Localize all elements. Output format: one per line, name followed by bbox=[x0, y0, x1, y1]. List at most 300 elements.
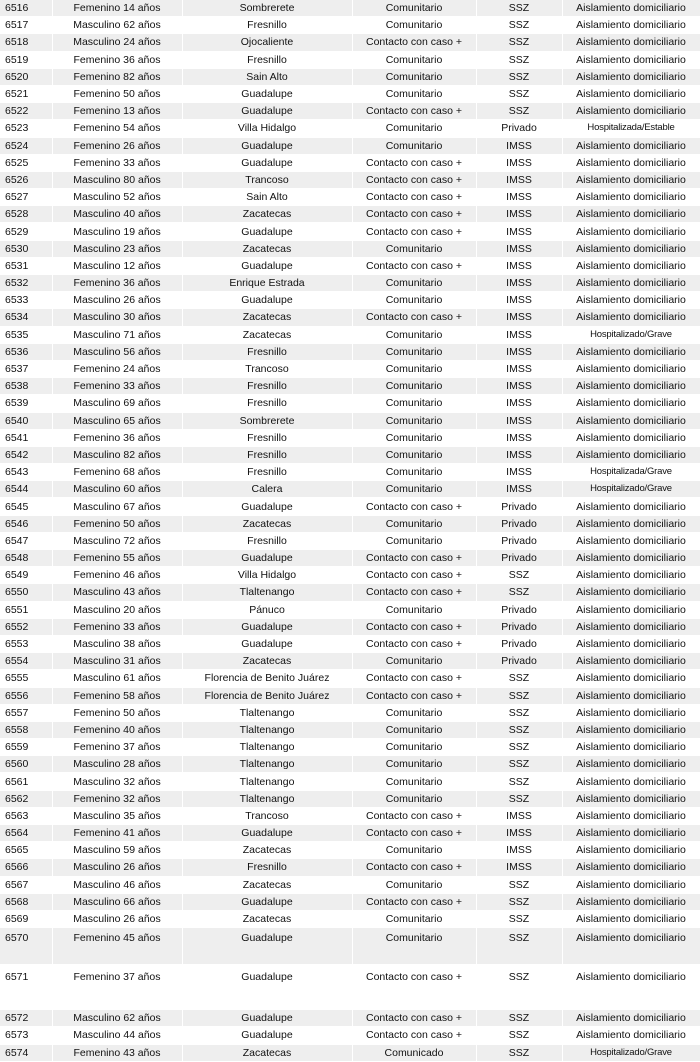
sex-age-cell: Masculino 59 años bbox=[52, 842, 182, 859]
sex-age-cell: Masculino 71 años bbox=[52, 326, 182, 343]
institution-cell: IMSS bbox=[476, 446, 562, 463]
institution-cell: Privado bbox=[476, 550, 562, 567]
table-row bbox=[0, 859, 700, 876]
sex-age-cell: Femenino 40 años bbox=[52, 721, 182, 738]
contagion-type-cell: Contacto con caso + bbox=[352, 687, 476, 704]
case-number-cell: 6555 bbox=[0, 670, 52, 687]
institution-cell: SSZ bbox=[476, 1027, 562, 1044]
institution-cell: SSZ bbox=[476, 928, 562, 965]
sex-age-cell: Masculino 40 años bbox=[52, 206, 182, 223]
case-number-cell: 6571 bbox=[0, 965, 52, 1010]
table-row bbox=[0, 1010, 700, 1027]
institution-cell: IMSS bbox=[476, 171, 562, 188]
case-number-cell: 6534 bbox=[0, 309, 52, 326]
status-cell: Aislamiento domiciliario bbox=[562, 1027, 700, 1044]
contagion-type-cell: Comunitario bbox=[352, 343, 476, 360]
table-row bbox=[0, 704, 700, 721]
institution-cell: IMSS bbox=[476, 257, 562, 274]
status-cell: Hospitalizado/Grave bbox=[562, 1044, 700, 1061]
municipality-cell: Guadalupe bbox=[182, 154, 352, 171]
municipality-cell: Fresnillo bbox=[182, 446, 352, 463]
table-row bbox=[0, 240, 700, 257]
municipality-cell: Sain Alto bbox=[182, 68, 352, 85]
institution-cell: SSZ bbox=[476, 0, 562, 17]
status-cell: Aislamiento domiciliario bbox=[562, 1010, 700, 1027]
institution-cell: SSZ bbox=[476, 584, 562, 601]
sex-age-cell: Femenino 50 años bbox=[52, 85, 182, 102]
table-row bbox=[0, 206, 700, 223]
table-row bbox=[0, 223, 700, 240]
municipality-cell: Zacatecas bbox=[182, 653, 352, 670]
institution-cell: SSZ bbox=[476, 567, 562, 584]
case-number-cell: 6547 bbox=[0, 532, 52, 549]
case-number-cell: 6566 bbox=[0, 859, 52, 876]
institution-cell: SSZ bbox=[476, 34, 562, 51]
case-number-cell: 6549 bbox=[0, 567, 52, 584]
institution-cell: IMSS bbox=[476, 481, 562, 498]
municipality-cell: Guadalupe bbox=[182, 618, 352, 635]
case-number-cell: 6523 bbox=[0, 120, 52, 137]
table-row bbox=[0, 567, 700, 584]
institution-cell: SSZ bbox=[476, 739, 562, 756]
status-cell: Aislamiento domiciliario bbox=[562, 584, 700, 601]
table-row bbox=[0, 85, 700, 102]
institution-cell: SSZ bbox=[476, 756, 562, 773]
contagion-type-cell: Comunitario bbox=[352, 876, 476, 893]
status-cell: Aislamiento domiciliario bbox=[562, 739, 700, 756]
contagion-type-cell: Comunitario bbox=[352, 515, 476, 532]
table-row bbox=[0, 965, 700, 1010]
case-number-cell: 6546 bbox=[0, 515, 52, 532]
table-row bbox=[0, 773, 700, 790]
case-number-cell: 6573 bbox=[0, 1027, 52, 1044]
municipality-cell: Guadalupe bbox=[182, 223, 352, 240]
status-cell: Aislamiento domiciliario bbox=[562, 446, 700, 463]
contagion-type-cell: Comunitario bbox=[352, 429, 476, 446]
status-cell: Aislamiento domiciliario bbox=[562, 498, 700, 515]
table-row bbox=[0, 515, 700, 532]
table-row bbox=[0, 292, 700, 309]
sex-age-cell: Masculino 61 años bbox=[52, 670, 182, 687]
institution-cell: SSZ bbox=[476, 1010, 562, 1027]
contagion-type-cell: Contacto con caso + bbox=[352, 154, 476, 171]
municipality-cell: Ojocaliente bbox=[182, 34, 352, 51]
status-cell: Aislamiento domiciliario bbox=[562, 171, 700, 188]
case-number-cell: 6542 bbox=[0, 446, 52, 463]
status-cell: Aislamiento domiciliario bbox=[562, 965, 700, 1010]
municipality-cell: Trancoso bbox=[182, 171, 352, 188]
contagion-type-cell: Contacto con caso + bbox=[352, 859, 476, 876]
case-number-cell: 6553 bbox=[0, 635, 52, 652]
case-number-cell: 6562 bbox=[0, 790, 52, 807]
contagion-type-cell: Contacto con caso + bbox=[352, 807, 476, 824]
institution-cell: SSZ bbox=[476, 17, 562, 34]
contagion-type-cell: Comunitario bbox=[352, 910, 476, 927]
case-number-cell: 6574 bbox=[0, 1044, 52, 1061]
table-row bbox=[0, 635, 700, 652]
sex-age-cell: Femenino 36 años bbox=[52, 429, 182, 446]
municipality-cell: Guadalupe bbox=[182, 550, 352, 567]
case-number-cell: 6552 bbox=[0, 618, 52, 635]
table-row bbox=[0, 360, 700, 377]
status-cell: Aislamiento domiciliario bbox=[562, 618, 700, 635]
status-cell: Aislamiento domiciliario bbox=[562, 721, 700, 738]
case-number-cell: 6529 bbox=[0, 223, 52, 240]
institution-cell: Privado bbox=[476, 120, 562, 137]
status-cell: Aislamiento domiciliario bbox=[562, 0, 700, 17]
contagion-type-cell: Comunitario bbox=[352, 721, 476, 738]
sex-age-cell: Masculino 32 años bbox=[52, 773, 182, 790]
institution-cell: IMSS bbox=[476, 378, 562, 395]
table-row bbox=[0, 51, 700, 68]
case-number-cell: 6526 bbox=[0, 171, 52, 188]
municipality-cell: Fresnillo bbox=[182, 464, 352, 481]
sex-age-cell: Femenino 50 años bbox=[52, 704, 182, 721]
status-cell: Aislamiento domiciliario bbox=[562, 34, 700, 51]
case-number-cell: 6563 bbox=[0, 807, 52, 824]
status-cell: Aislamiento domiciliario bbox=[562, 601, 700, 618]
sex-age-cell: Femenino 37 años bbox=[52, 965, 182, 1010]
municipality-cell: Sain Alto bbox=[182, 189, 352, 206]
contagion-type-cell: Comunitario bbox=[352, 928, 476, 965]
municipality-cell: Fresnillo bbox=[182, 429, 352, 446]
sex-age-cell: Femenino 45 años bbox=[52, 928, 182, 965]
table-row bbox=[0, 275, 700, 292]
sex-age-cell: Femenino 54 años bbox=[52, 120, 182, 137]
table-row bbox=[0, 378, 700, 395]
municipality-cell: Guadalupe bbox=[182, 85, 352, 102]
sex-age-cell: Masculino 44 años bbox=[52, 1027, 182, 1044]
status-cell: Aislamiento domiciliario bbox=[562, 154, 700, 171]
sex-age-cell: Masculino 52 años bbox=[52, 189, 182, 206]
case-number-cell: 6520 bbox=[0, 68, 52, 85]
municipality-cell: Fresnillo bbox=[182, 395, 352, 412]
institution-cell: SSZ bbox=[476, 687, 562, 704]
table-row bbox=[0, 0, 700, 17]
institution-cell: SSZ bbox=[476, 68, 562, 85]
institution-cell: Privado bbox=[476, 515, 562, 532]
status-cell: Aislamiento domiciliario bbox=[562, 85, 700, 102]
contagion-type-cell: Comunitario bbox=[352, 704, 476, 721]
contagion-type-cell: Contacto con caso + bbox=[352, 206, 476, 223]
sex-age-cell: Masculino 66 años bbox=[52, 893, 182, 910]
municipality-cell: Sombrerete bbox=[182, 0, 352, 17]
status-cell: Aislamiento domiciliario bbox=[562, 859, 700, 876]
sex-age-cell: Masculino 62 años bbox=[52, 17, 182, 34]
institution-cell: Privado bbox=[476, 498, 562, 515]
institution-cell: IMSS bbox=[476, 275, 562, 292]
contagion-type-cell: Comunitario bbox=[352, 601, 476, 618]
status-cell: Aislamiento domiciliario bbox=[562, 910, 700, 927]
table-row bbox=[0, 189, 700, 206]
contagion-type-cell: Comunitario bbox=[352, 292, 476, 309]
table-row bbox=[0, 464, 700, 481]
contagion-type-cell: Comunitario bbox=[352, 395, 476, 412]
institution-cell: Privado bbox=[476, 601, 562, 618]
institution-cell: IMSS bbox=[476, 360, 562, 377]
table-row bbox=[0, 137, 700, 154]
case-number-cell: 6522 bbox=[0, 103, 52, 120]
table-row bbox=[0, 171, 700, 188]
contagion-type-cell: Contacto con caso + bbox=[352, 171, 476, 188]
table-row bbox=[0, 343, 700, 360]
municipality-cell: Guadalupe bbox=[182, 498, 352, 515]
municipality-cell: Villa Hidalgo bbox=[182, 120, 352, 137]
sex-age-cell: Masculino 24 años bbox=[52, 34, 182, 51]
contagion-type-cell: Comunitario bbox=[352, 790, 476, 807]
table-row bbox=[0, 550, 700, 567]
contagion-type-cell: Comunitario bbox=[352, 532, 476, 549]
case-number-cell: 6516 bbox=[0, 0, 52, 17]
status-cell: Aislamiento domiciliario bbox=[562, 257, 700, 274]
case-number-cell: 6572 bbox=[0, 1010, 52, 1027]
institution-cell: SSZ bbox=[476, 704, 562, 721]
table-row bbox=[0, 1027, 700, 1044]
sex-age-cell: Masculino 82 años bbox=[52, 446, 182, 463]
case-number-cell: 6560 bbox=[0, 756, 52, 773]
status-cell: Aislamiento domiciliario bbox=[562, 653, 700, 670]
status-cell: Aislamiento domiciliario bbox=[562, 825, 700, 842]
institution-cell: Privado bbox=[476, 653, 562, 670]
municipality-cell: Fresnillo bbox=[182, 17, 352, 34]
institution-cell: IMSS bbox=[476, 240, 562, 257]
status-cell: Aislamiento domiciliario bbox=[562, 687, 700, 704]
status-cell: Aislamiento domiciliario bbox=[562, 343, 700, 360]
case-number-cell: 6535 bbox=[0, 326, 52, 343]
case-number-cell: 6540 bbox=[0, 412, 52, 429]
sex-age-cell: Femenino 33 años bbox=[52, 378, 182, 395]
status-cell: Aislamiento domiciliario bbox=[562, 395, 700, 412]
table-row bbox=[0, 910, 700, 927]
case-number-cell: 6539 bbox=[0, 395, 52, 412]
contagion-type-cell: Contacto con caso + bbox=[352, 825, 476, 842]
case-number-cell: 6544 bbox=[0, 481, 52, 498]
municipality-cell: Tlaltenango bbox=[182, 790, 352, 807]
municipality-cell: Zacatecas bbox=[182, 876, 352, 893]
status-cell: Aislamiento domiciliario bbox=[562, 756, 700, 773]
sex-age-cell: Femenino 32 años bbox=[52, 790, 182, 807]
contagion-type-cell: Contacto con caso + bbox=[352, 223, 476, 240]
municipality-cell: Guadalupe bbox=[182, 137, 352, 154]
institution-cell: IMSS bbox=[476, 464, 562, 481]
sex-age-cell: Masculino 26 años bbox=[52, 859, 182, 876]
table-row bbox=[0, 893, 700, 910]
municipality-cell: Pánuco bbox=[182, 601, 352, 618]
table-row bbox=[0, 807, 700, 824]
table-row bbox=[0, 790, 700, 807]
institution-cell: IMSS bbox=[476, 429, 562, 446]
case-number-cell: 6565 bbox=[0, 842, 52, 859]
institution-cell: IMSS bbox=[476, 412, 562, 429]
table-row bbox=[0, 601, 700, 618]
case-number-cell: 6567 bbox=[0, 876, 52, 893]
contagion-type-cell: Comunitario bbox=[352, 85, 476, 102]
municipality-cell: Zacatecas bbox=[182, 910, 352, 927]
institution-cell: IMSS bbox=[476, 292, 562, 309]
institution-cell: IMSS bbox=[476, 326, 562, 343]
municipality-cell: Calera bbox=[182, 481, 352, 498]
status-cell: Aislamiento domiciliario bbox=[562, 412, 700, 429]
case-number-cell: 6521 bbox=[0, 85, 52, 102]
municipality-cell: Guadalupe bbox=[182, 825, 352, 842]
table-row bbox=[0, 103, 700, 120]
status-cell: Hospitalizada/Grave bbox=[562, 464, 700, 481]
status-cell: Aislamiento domiciliario bbox=[562, 292, 700, 309]
table-row bbox=[0, 68, 700, 85]
contagion-type-cell: Comunitario bbox=[352, 17, 476, 34]
sex-age-cell: Femenino 58 años bbox=[52, 687, 182, 704]
sex-age-cell: Masculino 38 años bbox=[52, 635, 182, 652]
sex-age-cell: Femenino 43 años bbox=[52, 1044, 182, 1061]
case-number-cell: 6533 bbox=[0, 292, 52, 309]
sex-age-cell: Masculino 62 años bbox=[52, 1010, 182, 1027]
municipality-cell: Guadalupe bbox=[182, 103, 352, 120]
table-row bbox=[0, 326, 700, 343]
contagion-type-cell: Comunitario bbox=[352, 481, 476, 498]
sex-age-cell: Femenino 14 años bbox=[52, 0, 182, 17]
contagion-type-cell: Comunitario bbox=[352, 446, 476, 463]
municipality-cell: Florencia de Benito Juárez bbox=[182, 687, 352, 704]
sex-age-cell: Masculino 35 años bbox=[52, 807, 182, 824]
table-row bbox=[0, 412, 700, 429]
institution-cell: IMSS bbox=[476, 859, 562, 876]
contagion-type-cell: Comunitario bbox=[352, 653, 476, 670]
sex-age-cell: Masculino 69 años bbox=[52, 395, 182, 412]
status-cell: Aislamiento domiciliario bbox=[562, 773, 700, 790]
table-row bbox=[0, 928, 700, 965]
contagion-type-cell: Contacto con caso + bbox=[352, 1027, 476, 1044]
table-row bbox=[0, 498, 700, 515]
status-cell: Hospitalizada/Estable bbox=[562, 120, 700, 137]
institution-cell: IMSS bbox=[476, 309, 562, 326]
case-number-cell: 6545 bbox=[0, 498, 52, 515]
case-number-cell: 6548 bbox=[0, 550, 52, 567]
institution-cell: SSZ bbox=[476, 670, 562, 687]
municipality-cell: Guadalupe bbox=[182, 1010, 352, 1027]
sex-age-cell: Femenino 33 años bbox=[52, 154, 182, 171]
case-number-cell: 6525 bbox=[0, 154, 52, 171]
institution-cell: IMSS bbox=[476, 154, 562, 171]
sex-age-cell: Masculino 67 años bbox=[52, 498, 182, 515]
institution-cell: IMSS bbox=[476, 189, 562, 206]
contagion-type-cell: Comunitario bbox=[352, 326, 476, 343]
contagion-type-cell: Comunitario bbox=[352, 378, 476, 395]
table-row bbox=[0, 584, 700, 601]
contagion-type-cell: Comunitario bbox=[352, 240, 476, 257]
municipality-cell: Tlaltenango bbox=[182, 773, 352, 790]
case-number-cell: 6554 bbox=[0, 653, 52, 670]
contagion-type-cell: Comunicado bbox=[352, 1044, 476, 1061]
municipality-cell: Trancoso bbox=[182, 360, 352, 377]
case-number-cell: 6536 bbox=[0, 343, 52, 360]
contagion-type-cell: Contacto con caso + bbox=[352, 498, 476, 515]
sex-age-cell: Femenino 46 años bbox=[52, 567, 182, 584]
institution-cell: IMSS bbox=[476, 395, 562, 412]
municipality-cell: Guadalupe bbox=[182, 292, 352, 309]
table-row bbox=[0, 309, 700, 326]
institution-cell: SSZ bbox=[476, 103, 562, 120]
sex-age-cell: Masculino 26 años bbox=[52, 910, 182, 927]
municipality-cell: Tlaltenango bbox=[182, 756, 352, 773]
sex-age-cell: Femenino 82 años bbox=[52, 68, 182, 85]
status-cell: Aislamiento domiciliario bbox=[562, 275, 700, 292]
contagion-type-cell: Comunitario bbox=[352, 275, 476, 292]
contagion-type-cell: Comunitario bbox=[352, 360, 476, 377]
status-cell: Aislamiento domiciliario bbox=[562, 378, 700, 395]
institution-cell: IMSS bbox=[476, 825, 562, 842]
sex-age-cell: Masculino 60 años bbox=[52, 481, 182, 498]
contagion-type-cell: Comunitario bbox=[352, 464, 476, 481]
contagion-type-cell: Contacto con caso + bbox=[352, 103, 476, 120]
status-cell: Aislamiento domiciliario bbox=[562, 68, 700, 85]
sex-age-cell: Femenino 55 años bbox=[52, 550, 182, 567]
table-row bbox=[0, 876, 700, 893]
sex-age-cell: Masculino 30 años bbox=[52, 309, 182, 326]
case-number-cell: 6558 bbox=[0, 721, 52, 738]
status-cell: Aislamiento domiciliario bbox=[562, 928, 700, 965]
municipality-cell: Zacatecas bbox=[182, 515, 352, 532]
institution-cell: IMSS bbox=[476, 343, 562, 360]
status-cell: Hospitalizado/Grave bbox=[562, 326, 700, 343]
institution-cell: SSZ bbox=[476, 876, 562, 893]
case-number-cell: 6528 bbox=[0, 206, 52, 223]
status-cell: Aislamiento domiciliario bbox=[562, 103, 700, 120]
contagion-type-cell: Contacto con caso + bbox=[352, 1010, 476, 1027]
sex-age-cell: Masculino 80 años bbox=[52, 171, 182, 188]
institution-cell: SSZ bbox=[476, 773, 562, 790]
institution-cell: SSZ bbox=[476, 721, 562, 738]
contagion-type-cell: Comunitario bbox=[352, 756, 476, 773]
case-number-cell: 6527 bbox=[0, 189, 52, 206]
institution-cell: Privado bbox=[476, 532, 562, 549]
municipality-cell: Fresnillo bbox=[182, 859, 352, 876]
table-row bbox=[0, 756, 700, 773]
table-row bbox=[0, 481, 700, 498]
contagion-type-cell: Comunitario bbox=[352, 120, 476, 137]
municipality-cell: Guadalupe bbox=[182, 257, 352, 274]
contagion-type-cell: Comunitario bbox=[352, 842, 476, 859]
contagion-type-cell: Contacto con caso + bbox=[352, 893, 476, 910]
municipality-cell: Tlaltenango bbox=[182, 584, 352, 601]
institution-cell: SSZ bbox=[476, 965, 562, 1010]
sex-age-cell: Masculino 56 años bbox=[52, 343, 182, 360]
case-number-cell: 6570 bbox=[0, 928, 52, 965]
institution-cell: SSZ bbox=[476, 790, 562, 807]
case-number-cell: 6564 bbox=[0, 825, 52, 842]
sex-age-cell: Masculino 43 años bbox=[52, 584, 182, 601]
table-row bbox=[0, 154, 700, 171]
case-number-cell: 6568 bbox=[0, 893, 52, 910]
municipality-cell: Guadalupe bbox=[182, 965, 352, 1010]
institution-cell: Privado bbox=[476, 635, 562, 652]
table-row bbox=[0, 670, 700, 687]
contagion-type-cell: Comunitario bbox=[352, 773, 476, 790]
status-cell: Aislamiento domiciliario bbox=[562, 635, 700, 652]
municipality-cell: Florencia de Benito Juárez bbox=[182, 670, 352, 687]
municipality-cell: Fresnillo bbox=[182, 51, 352, 68]
sex-age-cell: Femenino 36 años bbox=[52, 275, 182, 292]
table-row bbox=[0, 532, 700, 549]
sex-age-cell: Femenino 33 años bbox=[52, 618, 182, 635]
status-cell: Aislamiento domiciliario bbox=[562, 876, 700, 893]
institution-cell: SSZ bbox=[476, 51, 562, 68]
case-number-cell: 6550 bbox=[0, 584, 52, 601]
case-number-cell: 6524 bbox=[0, 137, 52, 154]
case-number-cell: 6531 bbox=[0, 257, 52, 274]
institution-cell: SSZ bbox=[476, 85, 562, 102]
municipality-cell: Tlaltenango bbox=[182, 721, 352, 738]
contagion-type-cell: Contacto con caso + bbox=[352, 965, 476, 1010]
